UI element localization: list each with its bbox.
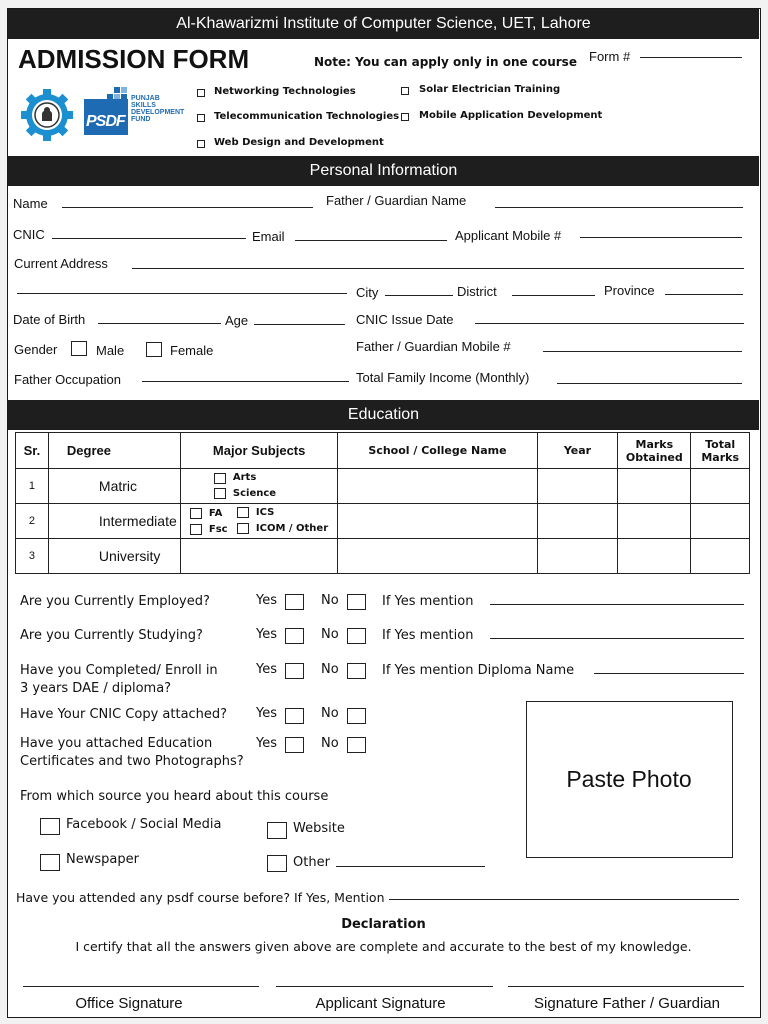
age-field[interactable] xyxy=(254,324,345,325)
intermediate-year-field[interactable] xyxy=(537,504,618,539)
table-row xyxy=(16,539,750,574)
dae-yes-label: Yes xyxy=(256,662,277,677)
name-field[interactable] xyxy=(62,207,313,208)
office-signature-label: Office Signature xyxy=(75,995,183,1012)
col-total-marks: Total Marks xyxy=(691,433,750,469)
gender-male-label: Male xyxy=(96,343,125,358)
course-networking-checkbox[interactable] xyxy=(197,89,205,97)
dob-label: Date of Birth xyxy=(13,312,86,327)
employed-mention-field[interactable] xyxy=(490,604,744,605)
col-school: School / College Name xyxy=(338,433,537,469)
row-sr: 1 xyxy=(16,469,49,504)
district-field[interactable] xyxy=(512,295,595,296)
mobile-field[interactable] xyxy=(580,237,742,238)
course-mobile-checkbox[interactable] xyxy=(401,113,409,121)
psdf-line-2: SKILLS xyxy=(131,102,156,109)
row-sr: 3 xyxy=(16,539,49,574)
single-course-note: Note: You can apply only in one course xyxy=(314,55,577,69)
cnic-copy-yes-checkbox[interactable] xyxy=(285,708,304,724)
gender-label: Gender xyxy=(14,342,58,357)
office-signature-line[interactable] xyxy=(23,986,259,987)
matric-subjects-cell xyxy=(180,469,337,504)
university-marks-field[interactable] xyxy=(618,539,691,574)
email-label: Email xyxy=(252,229,285,244)
education-table-header xyxy=(16,433,750,469)
father-signature-label: Signature Father / Guardian xyxy=(534,995,720,1012)
university-subjects-field[interactable] xyxy=(180,539,337,574)
name-label: Name xyxy=(13,196,48,211)
source-website-label: Website xyxy=(293,821,345,836)
cnic-copy-no-label: No xyxy=(321,706,339,721)
col-marks-obtained: Marks Obtained xyxy=(618,433,691,469)
col-year: Year xyxy=(537,433,618,469)
personal-info-header: Personal Information xyxy=(8,156,759,186)
source-facebook-label: Facebook / Social Media xyxy=(66,817,222,832)
dae-question-line2: 3 years DAE / diploma? xyxy=(20,681,172,696)
cnic-copy-no-checkbox[interactable] xyxy=(347,708,366,724)
employed-question: Are you Currently Employed? xyxy=(20,594,210,609)
psdf-line-4: FUND xyxy=(131,116,151,123)
studying-yes-label: Yes xyxy=(256,627,277,642)
declaration-text: I certify that all the answers given above are complete and accurate to the best of my knowledge. xyxy=(75,939,692,954)
certs-yes-checkbox[interactable] xyxy=(285,737,304,753)
col-degree: Degree xyxy=(48,433,180,469)
psdf-logo-text: PSDF xyxy=(86,113,125,130)
dae-question-line1: Have you Completed/ Enroll in xyxy=(20,663,218,678)
father-occupation-field[interactable] xyxy=(142,381,349,382)
matric-marks-field[interactable] xyxy=(618,469,691,504)
studying-yes-checkbox[interactable] xyxy=(285,628,304,644)
age-label: Age xyxy=(225,313,249,328)
cnic-issue-label: CNIC Issue Date xyxy=(356,312,454,327)
father-name-field[interactable] xyxy=(495,207,743,208)
father-signature-line[interactable] xyxy=(508,986,744,987)
subject-fsc-checkbox[interactable] xyxy=(190,524,202,535)
admission-form-page xyxy=(7,8,761,1018)
studying-question: Are you Currently Studying? xyxy=(20,628,203,643)
employed-no-checkbox[interactable] xyxy=(347,594,366,610)
psdf-line-1: PUNJAB xyxy=(131,95,160,102)
father-occupation-label: Father Occupation xyxy=(14,372,121,387)
university-year-field[interactable] xyxy=(537,539,618,574)
certs-no-checkbox[interactable] xyxy=(347,737,366,753)
table-row xyxy=(16,504,750,539)
address-label: Current Address xyxy=(14,256,108,271)
father-mobile-field[interactable] xyxy=(543,351,742,352)
intermediate-marks-field[interactable] xyxy=(618,504,691,539)
course-web-checkbox[interactable] xyxy=(197,140,205,148)
applicant-signature-line[interactable] xyxy=(276,986,493,987)
city-field[interactable] xyxy=(385,295,453,296)
course-web-label: Web Design and Development xyxy=(214,137,384,148)
studying-mention-field[interactable] xyxy=(490,638,744,639)
subject-ics-label: ICS xyxy=(255,507,275,518)
subject-fa-checkbox[interactable] xyxy=(190,508,202,519)
mobile-label: Applicant Mobile # xyxy=(455,228,562,243)
certs-no-label: No xyxy=(321,736,339,751)
intermediate-total-field[interactable] xyxy=(691,504,750,539)
email-field[interactable] xyxy=(295,240,447,241)
employed-yes-checkbox[interactable] xyxy=(285,594,304,610)
subject-arts-checkbox[interactable] xyxy=(214,473,226,484)
certs-question-line2: Certificates and two Photographs? xyxy=(20,754,244,769)
cnic-copy-yes-label: Yes xyxy=(256,706,277,721)
paste-photo-box[interactable] xyxy=(526,701,733,858)
university-total-field[interactable] xyxy=(691,539,750,574)
cnic-field[interactable] xyxy=(52,238,246,239)
studying-no-label: No xyxy=(321,627,339,642)
certs-yes-label: Yes xyxy=(256,736,277,751)
matric-school-field[interactable] xyxy=(338,469,537,504)
form-title: ADMISSION FORM xyxy=(18,44,250,74)
subject-fa-label: FA xyxy=(208,508,223,519)
psdf-before-field[interactable] xyxy=(389,899,739,900)
employed-mention-label: If Yes mention xyxy=(382,594,474,609)
course-solar-label: Solar Electrician Training xyxy=(419,84,561,95)
course-telecom-checkbox[interactable] xyxy=(197,114,205,122)
address-field-line2[interactable] xyxy=(17,293,347,294)
row-sr: 2 xyxy=(16,504,49,539)
cnic-label: CNIC xyxy=(13,227,45,242)
psdf-logo xyxy=(84,85,184,137)
row-degree: Intermediate xyxy=(48,504,180,539)
course-solar-checkbox[interactable] xyxy=(401,87,409,95)
gender-female-label: Female xyxy=(170,343,214,358)
dae-no-label: No xyxy=(321,662,339,677)
district-label: District xyxy=(457,284,497,299)
gender-female-checkbox[interactable] xyxy=(146,342,162,357)
address-field[interactable] xyxy=(132,268,744,269)
matric-year-field[interactable] xyxy=(537,469,618,504)
source-newspaper-checkbox[interactable] xyxy=(40,854,60,871)
family-income-field[interactable] xyxy=(557,383,742,384)
city-label: City xyxy=(356,285,379,300)
applicant-signature-label: Applicant Signature xyxy=(315,995,446,1012)
province-label: Province xyxy=(604,283,655,298)
dob-field[interactable] xyxy=(98,323,221,324)
form-number-label: Form # xyxy=(589,49,631,64)
institute-header: Al-Khawarizmi Institute of Computer Science, UET, Lahore xyxy=(8,9,759,39)
psdf-fund-text xyxy=(131,95,184,123)
row-degree: Matric xyxy=(48,469,180,504)
subject-fsc-label: Fsc xyxy=(208,524,228,535)
province-field[interactable] xyxy=(665,294,743,295)
subject-science-label: Science xyxy=(232,488,277,499)
dae-mention-field[interactable] xyxy=(594,673,744,674)
source-other-field[interactable] xyxy=(336,866,485,867)
col-major-subjects: Major Subjects xyxy=(180,433,337,469)
studying-mention-label: If Yes mention xyxy=(382,628,474,643)
kics-gear-logo xyxy=(18,86,76,144)
dae-yes-checkbox[interactable] xyxy=(285,663,304,679)
table-row xyxy=(16,469,750,504)
father-name-label: Father / Guardian Name xyxy=(326,193,467,208)
course-networking-label: Networking Technologies xyxy=(214,86,356,97)
education-table xyxy=(15,432,750,574)
source-other-checkbox[interactable] xyxy=(267,855,287,872)
gender-male-checkbox[interactable] xyxy=(71,341,87,356)
subject-icom-label: ICOM / Other xyxy=(255,523,329,534)
source-question: From which source you heard about this course xyxy=(20,789,329,804)
cnic-issue-field[interactable] xyxy=(475,323,744,324)
form-number-field[interactable] xyxy=(640,57,742,58)
psdf-line-3: DEVELOPMENT xyxy=(131,109,185,116)
certs-question-line1: Have you attached Education xyxy=(20,736,213,751)
subject-arts-label: Arts xyxy=(232,472,257,483)
col-sr: Sr. xyxy=(16,433,49,469)
matric-total-field[interactable] xyxy=(691,469,750,504)
source-facebook-checkbox[interactable] xyxy=(40,818,60,835)
intermediate-subjects-cell xyxy=(180,504,337,539)
source-other-label: Other xyxy=(293,855,330,870)
paste-photo-label: Paste Photo xyxy=(566,766,692,792)
psdf-before-question: Have you attended any psdf course before? If Yes, Mention xyxy=(16,890,385,905)
dae-no-checkbox[interactable] xyxy=(347,663,366,679)
cnic-copy-question: Have Your CNIC Copy attached? xyxy=(20,707,228,722)
intermediate-school-field[interactable] xyxy=(338,504,537,539)
source-newspaper-label: Newspaper xyxy=(66,852,139,867)
row-degree: University xyxy=(48,539,180,574)
employed-no-label: No xyxy=(321,593,339,608)
subject-science-checkbox[interactable] xyxy=(214,488,226,499)
father-mobile-label: Father / Guardian Mobile # xyxy=(356,339,511,354)
employed-yes-label: Yes xyxy=(256,593,277,608)
studying-no-checkbox[interactable] xyxy=(347,628,366,644)
course-mobile-label: Mobile Application Development xyxy=(419,110,603,121)
subject-icom-checkbox[interactable] xyxy=(237,523,249,534)
subject-ics-checkbox[interactable] xyxy=(237,507,249,518)
declaration-title: Declaration xyxy=(341,917,426,932)
education-header: Education xyxy=(8,400,759,430)
dae-mention-label: If Yes mention Diploma Name xyxy=(382,663,575,678)
university-school-field[interactable] xyxy=(338,539,537,574)
course-telecom-label: Telecommunication Technologies xyxy=(214,111,400,122)
family-income-label: Total Family Income (Monthly) xyxy=(356,370,530,385)
source-website-checkbox[interactable] xyxy=(267,822,287,839)
